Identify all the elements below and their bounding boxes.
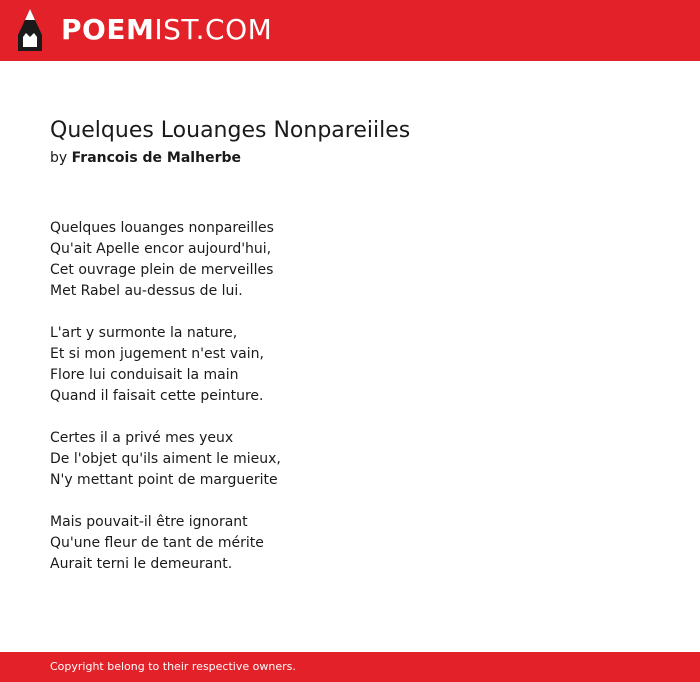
poem-line: Quelques louanges nonpareilles [50,220,274,236]
stanza [50,428,660,491]
poem-line: L'art y surmonte la nature, [50,325,238,341]
poem-body [50,218,660,575]
poem-line: De l'objet qu'ils aiment le mieux, [50,451,281,467]
poem-line: N'y mettant point de marguerite [50,472,278,488]
byline-prefix: by [50,150,68,166]
copyright-notice: Copyright belong to their respective owners. [50,660,296,673]
stanza [50,512,660,575]
poem-line: Met Rabel au-dessus de lui. [50,283,243,299]
stanza [50,218,660,302]
site-name-bold: POEM [61,13,155,46]
poem-line: Quand il faisait cette peinture. [50,388,264,404]
poem-line: Mais pouvait-il être ignorant [50,514,248,530]
pencil-logo-icon [16,7,44,53]
poem-title: Quelques Louanges Nonpareiiles [50,118,411,143]
site-header [0,0,700,61]
poem-line: Aurait terni le demeurant. [50,556,233,572]
site-footer [0,652,700,682]
byline [50,147,660,169]
poem-content [50,115,660,596]
poem-line: Qu'ait Apelle encor aujourd'hui, [50,241,272,257]
poem-line: Qu'une fleur de tant de mérite [50,535,264,551]
site-name-light: IST.COM [154,13,273,46]
poem-line: Et si mon jugement n'est vain, [50,346,264,362]
site-logo[interactable] [16,7,272,53]
author-name: Francois de Malherbe [71,150,241,166]
poem-line: Certes il a privé mes yeux [50,430,234,446]
poem-line: Flore lui conduisait la main [50,367,239,383]
site-name [61,7,272,53]
stanza [50,323,660,407]
poem-line: Cet ouvrage plein de merveilles [50,262,274,278]
